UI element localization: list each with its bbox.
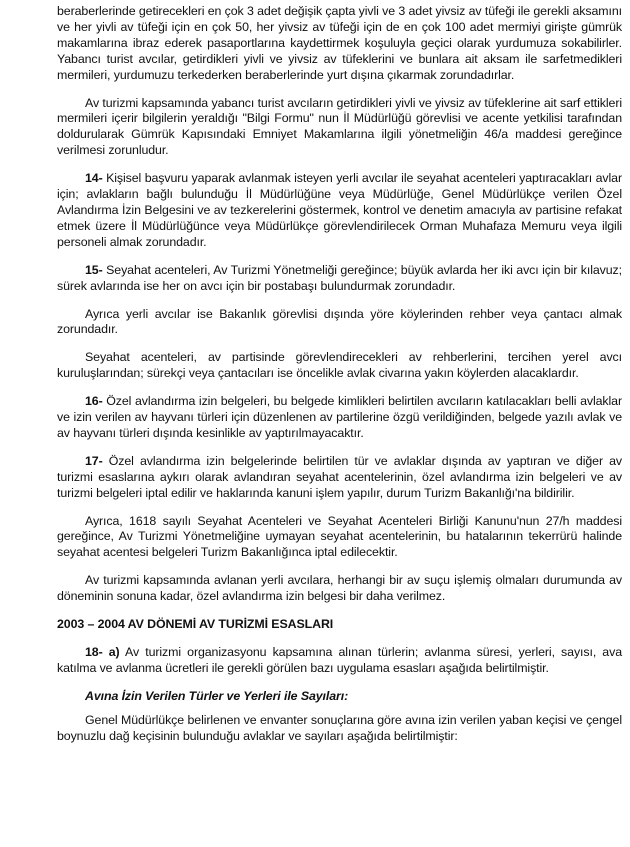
paragraph-article-18a	[57, 645, 622, 677]
paragraph-article-14	[57, 171, 622, 251]
paragraph-info-form: Av turizmi kapsamında yabancı turist avcıların getirdikleri yivli ve yivsiz av tüfeklerine ait sarf ettikleri mermileri içerir bilgilerin yeraldığı "Bilgi Formu" nun İl Müdürlüğü görevlisi ve acente yetkilisi tarafından doldurularak Gümrük Kapısındaki Emniyet Makamlarına ilgili yönetmeliğin 46/a maddesi gereğince verilmesi zorunludur.	[57, 95, 622, 158]
article-number: 17-	[85, 453, 103, 468]
article-number: 18- a)	[85, 645, 120, 659]
paragraph-local-hunters: Ayrıca yerli avcılar ise Bakanlık görevlisi dışında yöre köylerinden rehber veya çantacı almak zorundadır.	[57, 306, 622, 337]
paragraph-species-locations: Genel Müdürlükçe belirlenen ve envanter sonuçlarına göre avına izin verilen yaban keçisi ve çengel boynuzlu dağ keçisinin bulunduğu avlaklar ve sayıları aşağıda belirtilmiştir:	[57, 712, 622, 743]
article-text: Özel avlandırma izin belgeleri, bu belgede kimlikleri belirtilen avcıların katılacakları belli avlaklar ve izin verilen av hayvanı türleri için düzenlenen av partilerine özgü verildiğinden, belgede yazılı avlak ve av hayvanı türleri dışında kesinlikle av yaptırılmayacaktır.	[57, 394, 622, 440]
article-text: Özel avlandırma izin belgelerinde belirtilen tür ve avlaklar dışında av yaptıran ve diğer av turizmi esaslarına aykırı olarak avlandıran seyahat acentelerinin, özel avlandırma izin belgeleri ve av turizmi belgeleri iptal edilir ve haklarında kanuni işlem yapılır, durum Turizm Bakanlığı'na bildirilir.	[57, 453, 622, 500]
paragraph-article-16	[57, 394, 622, 442]
paragraph-article-15	[57, 263, 622, 295]
article-number: 16-	[85, 394, 103, 409]
paragraph-article-17	[57, 454, 622, 502]
paragraph-guides: Seyahat acenteleri, av partisinde görevlendirecekleri av rehberlerini, tercihen yerel avcı kuruluşlarından; sürekçi veya çantacıları ise öncelikle avlak civarına yakın köylerden alacaklardır.	[57, 350, 622, 381]
subheading-allowed-species	[57, 689, 622, 705]
paragraph-crime-rule: Av turizmi kapsamında avlanan yerli avcılara, herhangi bir av suçu işlemiş olmaları durumunda av döneminin sonuna kadar, özel avlandırma izin belgesi bir daha verilmez.	[57, 573, 622, 604]
paragraph-law-1618: Ayrıca, 1618 sayılı Seyahat Acenteleri ve Seyahat Acenteleri Birliği Kanunu'nun 27/h maddesi gereğince, Av Turizmi Yönetmeliğine uymayan seyahat acentelerinin, bu hatalarının tekerrürü halinde seyahat acentesi belgeleri Turizm Bakanlığınca iptal edilecektir.	[57, 513, 622, 560]
section-heading: 2003 – 2004 AV DÖNEMİ AV TURİZMİ ESASLARI	[57, 617, 334, 632]
subheading-text: Avına İzin Verilen Türler ve Yerleri ile Sayıları:	[85, 688, 349, 703]
paragraph-rifle-import: beraberlerinde getirecekleri en çok 3 adet değişik çapta yivli ve 3 adet yivsiz av tüfeği ile gerekli aksamını ve her yivli av tüfeği için en çok 50, her yivsiz av tüfeği için de en çok 100 adet mermiyi girişte gümrük makamlarına ibraz ederek pasaportlarına kaydettirmek koşuluyla geçici olarak yurdumuza sokabilirler. Yabancı turist avcılar, getirdikleri yivli ve yivsiz av tüfeklerini ve bunlara ait aksam ile sarfetmedikleri mermileri, yurdumuzu terkederken beraberlerinde yurt dışına çıkarmak zorundadırlar.	[57, 4, 622, 82]
article-number: 15-	[85, 262, 103, 277]
article-text: Seyahat acenteleri, Av Turizmi Yönetmeliği gereğince; büyük avlarda her iki avcı için bir kılavuz; sürek avlarında ise her on avcı için bir postabaşı bulundurmak zorundadır.	[57, 262, 622, 293]
article-number: 14-	[85, 171, 103, 186]
article-text: Kişisel başvuru yaparak avlanmak isteyen yerli avcılar ile seyahat acenteleri yaptıracakları avlar için; avlakların bağlı bulunduğu İl Müdürlüğüne veya Müdürlüğe, Genel Müdürlükçe verilen Özel Avlandırma İzin Belgesini ve av tezkerelerini göstermek, kontrol ve denetim amacıyla av partisine refakat etmek üzere İl Müdürlüğünce veya Müdürlükçe görevlendirilecek Orman Muhafaza Memuru veya ilgili personeli almak zorundadır.	[57, 171, 622, 249]
article-text: Av turizmi organizasyonu kapsamına alınan türlerin; avlanma süresi, yerleri, sayısı, ava katılma ve avlanma ücretleri ile gerekli görülen bazı uygulama esasları aşağıda belirtilmiştir.	[57, 645, 622, 675]
